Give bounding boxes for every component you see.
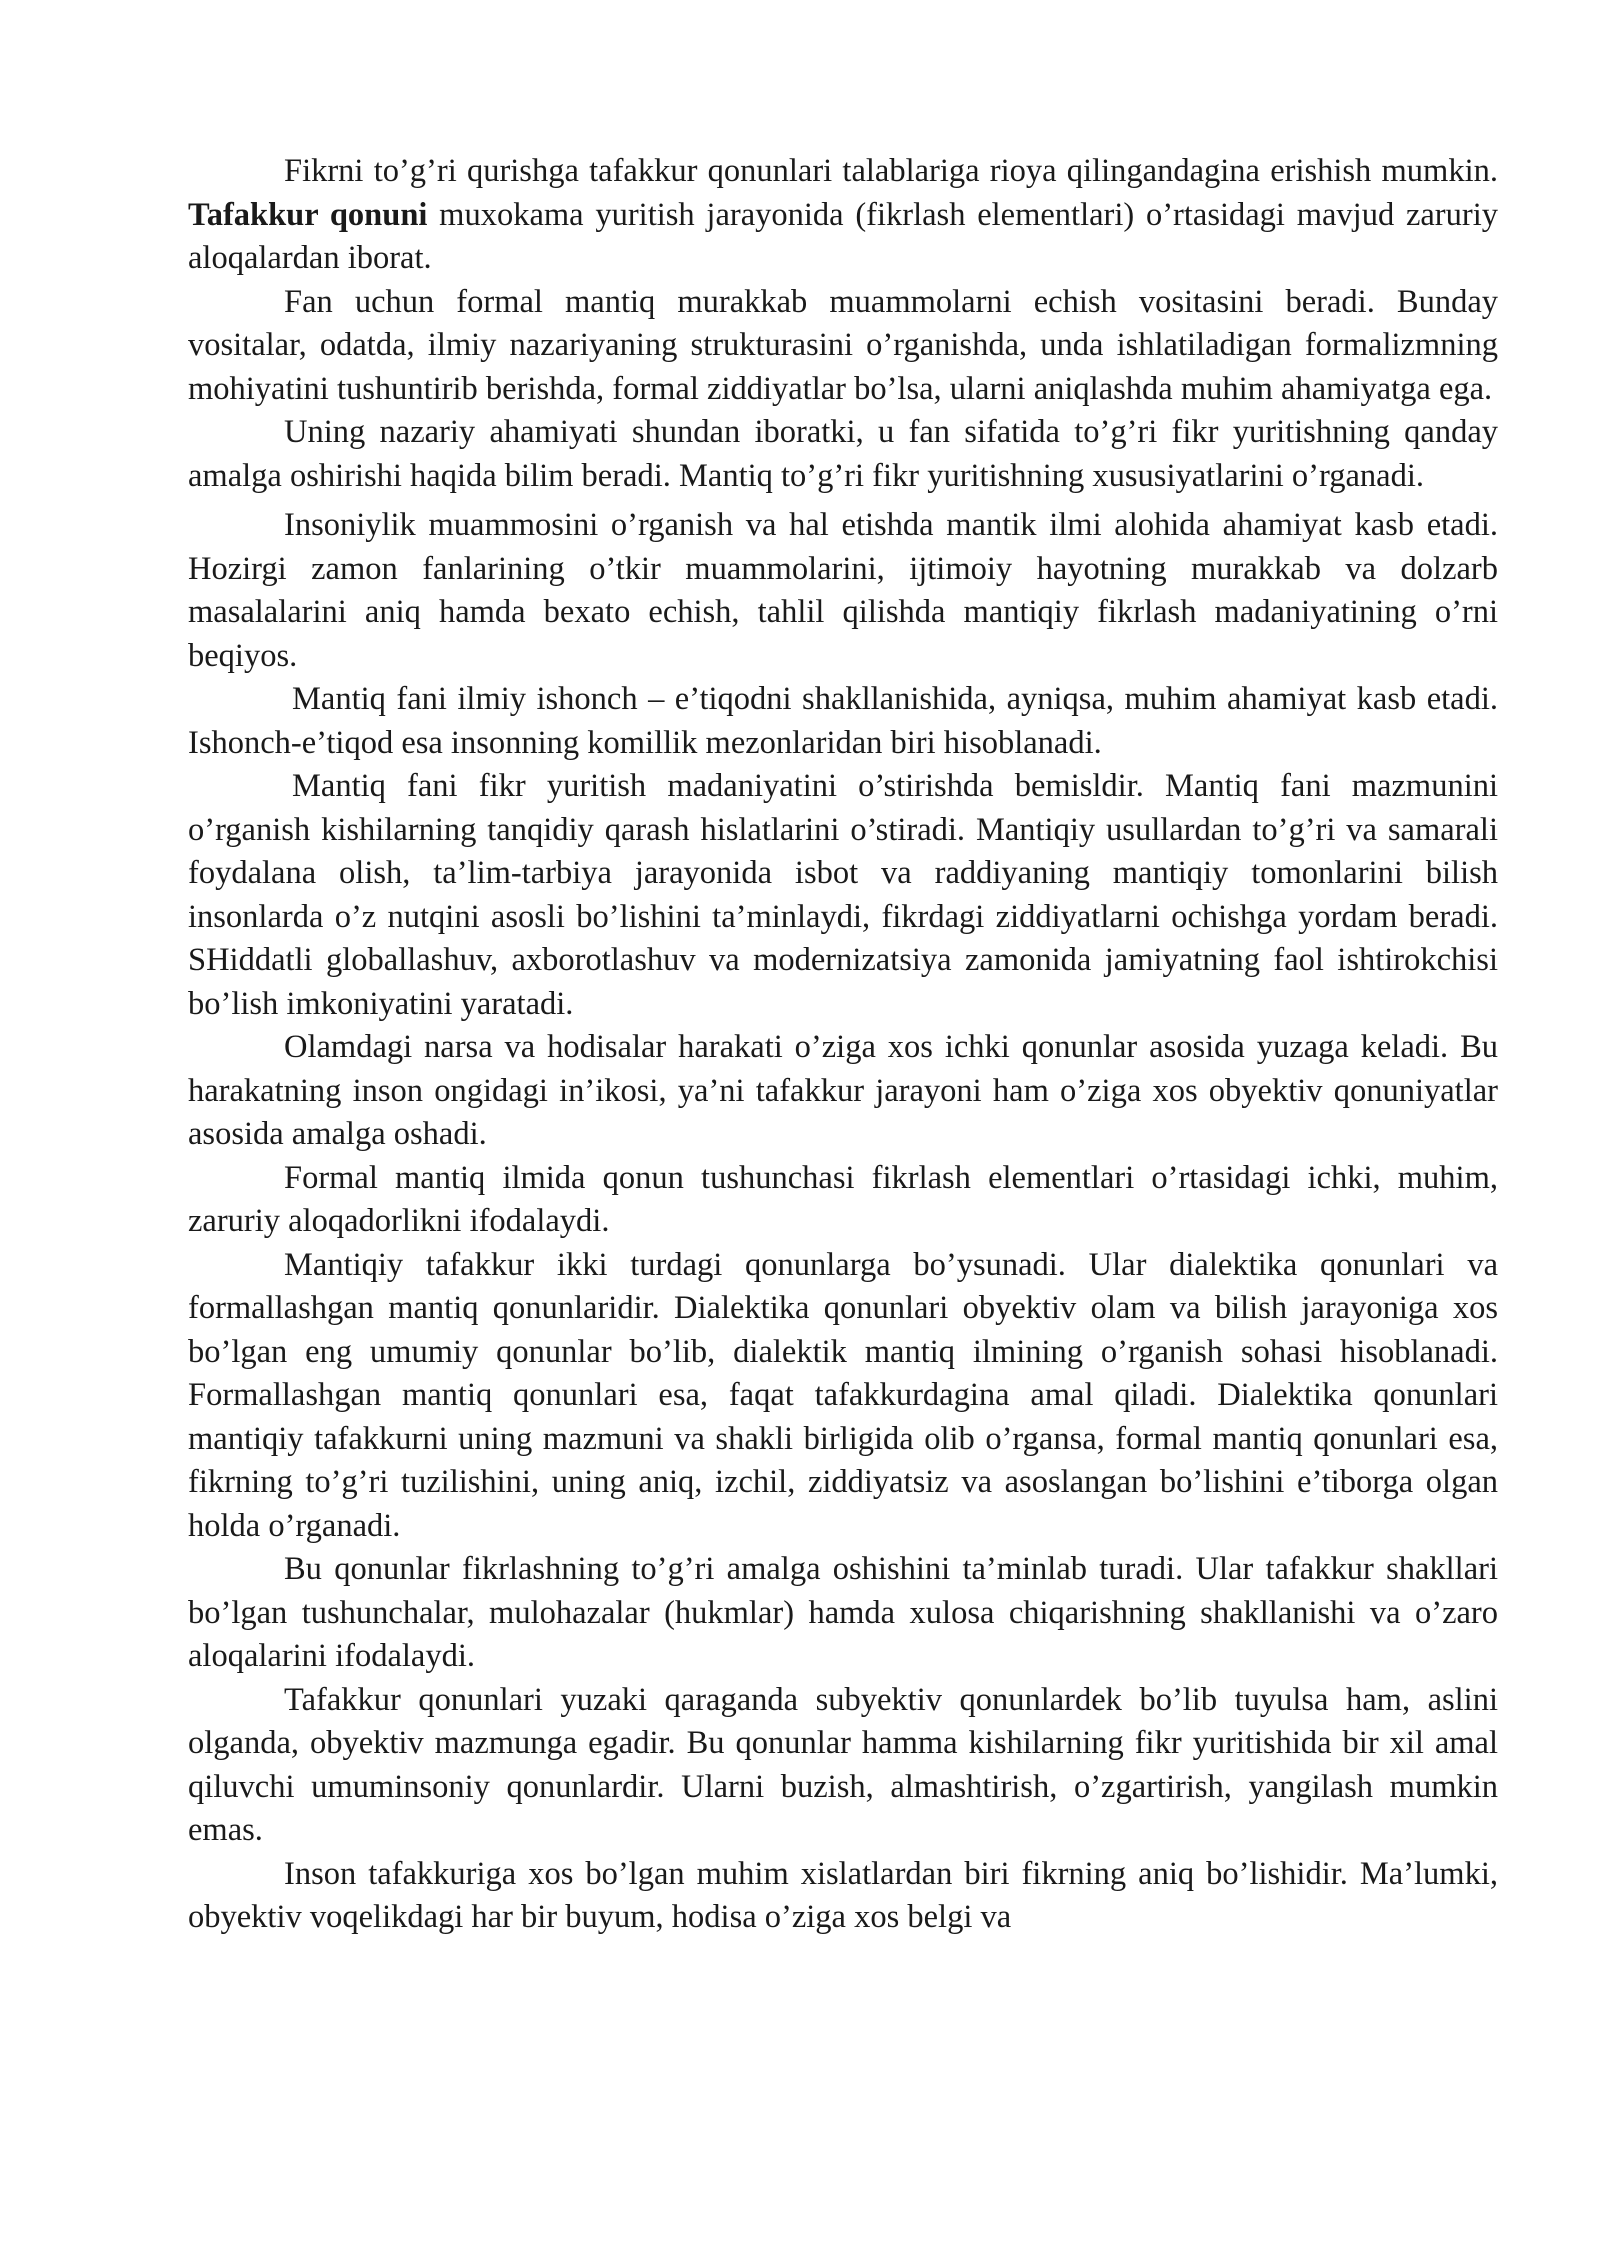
bold-term: Tafakkur qonuni bbox=[188, 196, 428, 233]
paragraph-11: Tafakkur qonunlari yuzaki qaraganda subyektiv qonunlardek bo’lib tuyulsa ham, aslini olganda, obyektiv mazmunga egadir. Bu qonunlar hamma kishilarning fikr yuritishida bir xil amal qiluvchi umuminsoniy qonunlardir. Ularni buzish, almashtirish, o’zgartirish, yangilash mumkin emas. bbox=[188, 1681, 1498, 1848]
paragraph-2: Fan uchun formal mantiq murakkab muammolarni echish vositasini beradi. Bunday vositalar, odatda, ilmiy nazariyaning strukturasini o’rganishda, unda ishlatiladigan formalizmning mohiyatini tushuntirib berishda, formal ziddiyatlar bo’lsa, ularni aniqlashda muhim ahamiyatga ega. bbox=[188, 283, 1498, 407]
paragraph-12: Inson tafakkuriga xos bo’lgan muhim xislatlardan biri fikrning aniq bo’lishidir. Ma’lumki, obyektiv voqelikdagi har bir buyum, hodisa o’ziga xos belgi va bbox=[188, 1855, 1498, 1935]
paragraph-1-rest: muxokama yuritish jarayonida (fikrlash elementlari) o’rtasidagi mavjud zaruriy aloqalardan iborat. bbox=[188, 196, 1498, 276]
paragraph-8: Formal mantiq ilmida qonun tushunchasi fikrlash elementlari o’rtasidagi ichki, muhim, zaruriy aloqadorlikni ifodalaydi. bbox=[188, 1159, 1498, 1239]
paragraph-6: Mantiq fani fikr yuritish madaniyatini o’stirishda bemisldir. Mantiq fani mazmunini o’rganish kishilarning tanqidiy qarash hislatlarini o’stiradi. Mantiqiy usullardan to’g’ri va samarali foydalana olish, ta’lim-tarbiya jarayonida isbot va raddiyaning mantiqiy tomonlarini bilish insonlarda o’z nutqini asosli bo’lishini ta’minlaydi, fikrdagi ziddiyatlarni ochishga yordam beradi. SHiddatli globallashuv, axborotlashuv va modernizatsiya zamonida jamiyatning faol ishtirokchisi bo’lish imkoniyatini yaratadi. bbox=[188, 768, 1498, 1022]
paragraph-9: Mantiqiy tafakkur ikki turdagi qonunlarga bo’ysunadi. Ular dialektika qonunlari va formallashgan mantiq qonunlaridir. Dialektika qonunlari obyektiv olam va bilish jarayoniga xos bo’lgan eng umumiy qonunlar bo’lib, dialektik mantiq ilmining o’rganish sohasi hisoblanadi. Formallashgan mantiq qonunlari esa, faqat tafakkurdagina amal qiladi. Dialektika qonunlari mantiqiy tafakkurni uning mazmuni va shakli birligida olib o’rgansa, formal mantiq qonunlari esa, fikrning to’g’ri tuzilishini, uning aniq, izchil, ziddiyatsiz va asoslangan bo’lishini e’tiborga olgan holda o’rganadi. bbox=[188, 1246, 1498, 1544]
paragraph-3: Uning nazariy ahamiyati shundan iboratki, u fan sifatida to’g’ri fikr yuritishning qanday amalga oshirishi haqida bilim beradi. Mantiq to’g’ri fikr yuritishning xususiyatlarini o’rganadi. bbox=[188, 414, 1498, 494]
paragraph-10: Bu qonunlar fikrlashning to’g’ri amalga oshishini ta’minlab turadi. Ular tafakkur shakllari bo’lgan tushunchalar, mulohazalar (hukmlar) hamda xulosa chiqarishning shakllanishi va o’zaro aloqalarini ifodalaydi. bbox=[188, 1551, 1498, 1674]
paragraph-1 bbox=[188, 150, 1498, 281]
document-page bbox=[188, 150, 1498, 1940]
paragraph-5: Mantiq fani ilmiy ishonch – e’tiqodni shakllanishida, ayniqsa, muhim ahamiyat kasb etadi. Ishonch-e’tiqod esa insonning komillik mezonlaridan biri hisoblanadi. bbox=[188, 681, 1498, 761]
paragraph-4: Insoniylik muammosini o’rganish va hal etishda mantik ilmi alohida ahamiyat kasb etadi. Hozirgi zamon fanlarining o’tkir muammolarini, ijtimoiy hayotning murakkab va dolzarb masalalarini aniq hamda bexato echish, tahlil qilishda mantiqiy fikrlash madaniyatining o’rni beqiyos. bbox=[188, 507, 1498, 674]
paragraph-1-lead: Fikrni to’g’ri qurishga tafakkur qonunlari talablariga rioya qilingandagina erishish mumkin. bbox=[284, 153, 1498, 189]
paragraph-7: Olamdagi narsa va hodisalar harakati o’ziga xos ichki qonunlar asosida yuzaga keladi. Bu harakatning inson ongidagi in’ikosi, ya’ni tafakkur jarayoni ham o’ziga xos obyektiv qonuniyatlar asosida amalga oshadi. bbox=[188, 1029, 1498, 1152]
